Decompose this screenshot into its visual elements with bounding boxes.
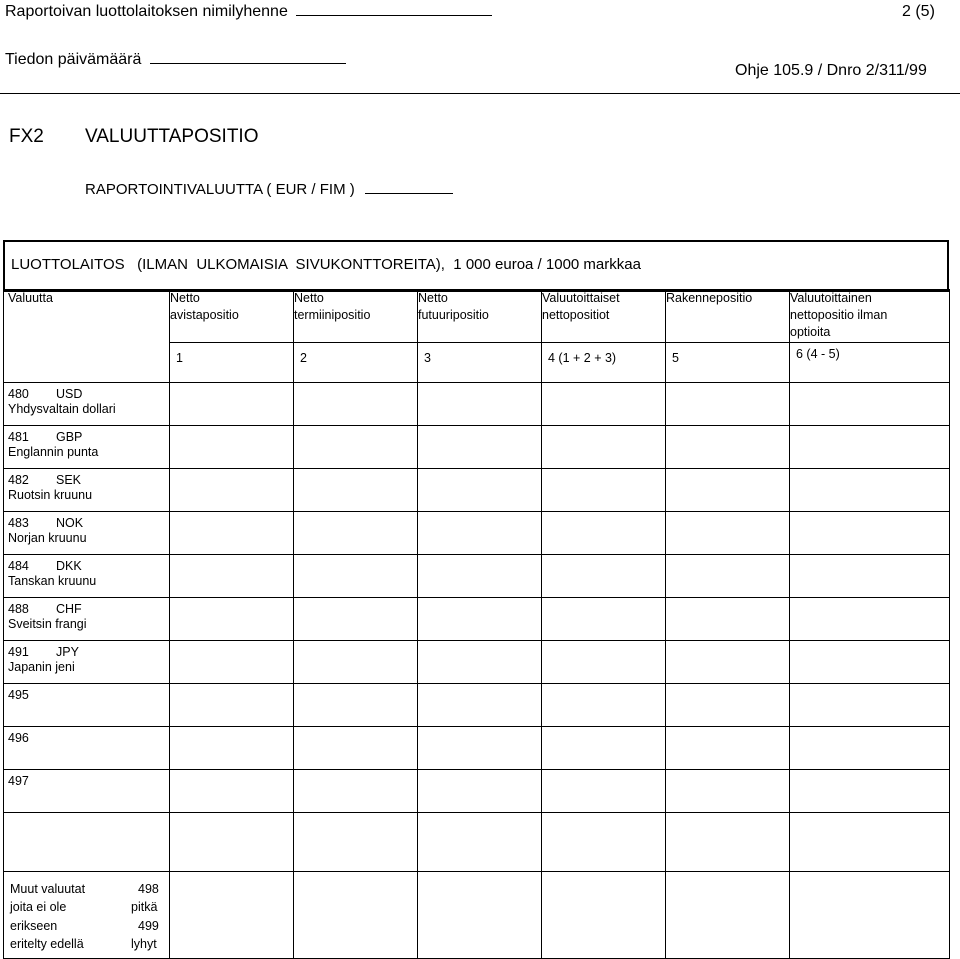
input-cell[interactable] — [666, 383, 790, 426]
input-cell[interactable] — [418, 727, 542, 770]
input-cell[interactable] — [666, 426, 790, 469]
input-cell[interactable] — [418, 383, 542, 426]
input-cell[interactable] — [170, 426, 294, 469]
input-cell[interactable] — [418, 641, 542, 684]
page-number: 2 (5) — [902, 3, 935, 20]
position-table — [3, 289, 950, 959]
input-cell[interactable] — [170, 598, 294, 641]
input-cell[interactable] — [294, 598, 418, 641]
currency-cell: 491 JPY Japanin jeni — [4, 641, 170, 684]
currency-field[interactable] — [365, 193, 453, 194]
header-divider — [0, 93, 960, 94]
table-row — [4, 727, 950, 770]
input-cell[interactable] — [170, 813, 294, 872]
currency-label: RAPORTOINTIVALUUTTA ( EUR / FIM ) — [85, 181, 453, 198]
col-header-structural: Rakennepositio — [666, 290, 790, 343]
long-code: 498 — [138, 882, 159, 896]
input-cell[interactable] — [542, 469, 666, 512]
input-cell[interactable] — [418, 813, 542, 872]
currency-cell: 497 — [4, 770, 170, 813]
col-header-currency: Valuutta — [4, 290, 170, 383]
input-cell[interactable] — [294, 684, 418, 727]
col-number-3: 3 — [418, 343, 542, 383]
col-header-net-positions: Valuutoittaiset nettopositiot — [542, 290, 666, 343]
input-cell[interactable] — [418, 426, 542, 469]
input-cell[interactable] — [666, 727, 790, 770]
input-cell[interactable] — [418, 770, 542, 813]
input-cell[interactable] — [170, 469, 294, 512]
col-number-1: 1 — [170, 343, 294, 383]
instruction-ref: Ohje 105.9 / Dnro 2/311/99 — [735, 62, 927, 79]
other-label-2: joita ei ole — [10, 900, 67, 914]
table-row — [4, 641, 950, 684]
col-header-futures: Netto futuuripositio — [418, 290, 542, 343]
currency-cell: 483 NOK Norjan kruunu — [4, 512, 170, 555]
input-cell[interactable] — [542, 727, 666, 770]
table-row — [4, 555, 950, 598]
input-cell[interactable] — [542, 813, 666, 872]
input-cell[interactable] — [666, 512, 790, 555]
spacer-row — [4, 813, 950, 872]
currency-cell: 484 DKK Tanskan kruunu — [4, 555, 170, 598]
other-label-3: erikseen — [10, 919, 58, 933]
table-row — [4, 426, 950, 469]
input-cell[interactable] — [790, 872, 950, 959]
input-cell[interactable] — [418, 469, 542, 512]
input-cell[interactable] — [294, 383, 418, 426]
currency-cell: 481 GBP Englannin punta — [4, 426, 170, 469]
input-cell[interactable] — [790, 684, 950, 727]
input-cell[interactable] — [294, 872, 418, 959]
input-cell[interactable] — [170, 872, 294, 959]
input-cell[interactable] — [294, 426, 418, 469]
input-cell[interactable] — [542, 512, 666, 555]
input-cell[interactable] — [294, 512, 418, 555]
input-cell[interactable] — [666, 641, 790, 684]
col-number-4: 4 (1 + 2 + 3) — [542, 343, 666, 383]
input-cell[interactable] — [666, 598, 790, 641]
input-cell[interactable] — [294, 641, 418, 684]
input-cell[interactable] — [542, 641, 666, 684]
input-cell[interactable] — [418, 872, 542, 959]
table-row — [4, 598, 950, 641]
input-cell[interactable] — [170, 641, 294, 684]
currency-cell: 496 — [4, 727, 170, 770]
input-cell[interactable] — [294, 813, 418, 872]
input-cell[interactable] — [542, 598, 666, 641]
input-cell[interactable] — [666, 813, 790, 872]
input-cell[interactable] — [666, 770, 790, 813]
input-cell[interactable] — [418, 684, 542, 727]
input-cell[interactable] — [418, 555, 542, 598]
input-cell[interactable] — [294, 770, 418, 813]
input-cell[interactable] — [170, 555, 294, 598]
input-cell[interactable] — [542, 555, 666, 598]
other-label-4: eritelty edellä — [10, 937, 84, 951]
col-header-spot: Netto avistapositio — [170, 290, 294, 343]
other-currencies-row — [4, 872, 950, 959]
input-cell[interactable] — [666, 469, 790, 512]
currency-cell: 495 — [4, 684, 170, 727]
input-cell[interactable] — [666, 684, 790, 727]
col-number-2: 2 — [294, 343, 418, 383]
form-title: VALUUTTAPOSITIO — [85, 126, 259, 147]
input-cell[interactable] — [542, 770, 666, 813]
form-code: FX2 — [9, 126, 44, 147]
input-cell[interactable] — [542, 383, 666, 426]
input-cell[interactable] — [170, 684, 294, 727]
input-cell[interactable] — [790, 469, 950, 512]
date-field[interactable] — [150, 63, 346, 64]
table-row — [4, 770, 950, 813]
short-code: 499 — [138, 919, 159, 933]
input-cell[interactable] — [418, 512, 542, 555]
input-cell[interactable] — [170, 770, 294, 813]
input-cell[interactable] — [170, 383, 294, 426]
input-cell[interactable] — [790, 813, 950, 872]
date-label: Tiedon päivämäärä — [5, 51, 346, 69]
input-cell[interactable] — [790, 555, 950, 598]
table-row — [4, 383, 950, 426]
input-cell[interactable] — [542, 426, 666, 469]
col-header-forward: Netto termiinipositio — [294, 290, 418, 343]
input-cell[interactable] — [790, 598, 950, 641]
table-row — [4, 469, 950, 512]
col-header-net-excl-options: Valuutoittainen nettopositio ilman optioita — [790, 290, 950, 343]
col-number-6: 6 (4 - 5) — [790, 343, 950, 383]
other-label-1: Muut valuutat — [10, 882, 86, 896]
currency-cell: 482 SEK Ruotsin kruunu — [4, 469, 170, 512]
input-cell[interactable] — [790, 426, 950, 469]
input-cell[interactable] — [666, 555, 790, 598]
empty-cell — [4, 813, 170, 872]
input-cell[interactable] — [666, 872, 790, 959]
short-label: lyhyt — [131, 937, 157, 951]
input-cell[interactable] — [542, 684, 666, 727]
input-cell[interactable] — [790, 727, 950, 770]
input-cell[interactable] — [790, 770, 950, 813]
input-cell[interactable] — [790, 383, 950, 426]
input-cell[interactable] — [418, 598, 542, 641]
scope-box — [3, 240, 949, 292]
scope-label: LUOTTOLAITOS (ILMAN ULKOMAISIA SIVUKONTTOREITA), 1 000 euroa / 1000 markkaa — [11, 256, 641, 273]
institution-field[interactable] — [296, 15, 492, 16]
table-row — [4, 512, 950, 555]
header-row — [4, 290, 950, 343]
input-cell[interactable] — [294, 469, 418, 512]
table-row — [4, 684, 950, 727]
input-cell[interactable] — [294, 727, 418, 770]
input-cell[interactable] — [542, 872, 666, 959]
institution-label: Raportoivan luottolaitoksen nimilyhenne — [5, 3, 492, 21]
col-number-5: 5 — [666, 343, 790, 383]
long-label: pitkä — [131, 900, 158, 914]
input-cell[interactable] — [294, 555, 418, 598]
currency-cell: 488 CHF Sveitsin frangi — [4, 598, 170, 641]
currency-cell: 480 USD Yhdysvaltain dollari — [4, 383, 170, 426]
input-cell[interactable] — [170, 727, 294, 770]
input-cell[interactable] — [170, 512, 294, 555]
input-cell[interactable] — [790, 641, 950, 684]
input-cell[interactable] — [790, 512, 950, 555]
other-currencies-cell — [4, 872, 170, 959]
